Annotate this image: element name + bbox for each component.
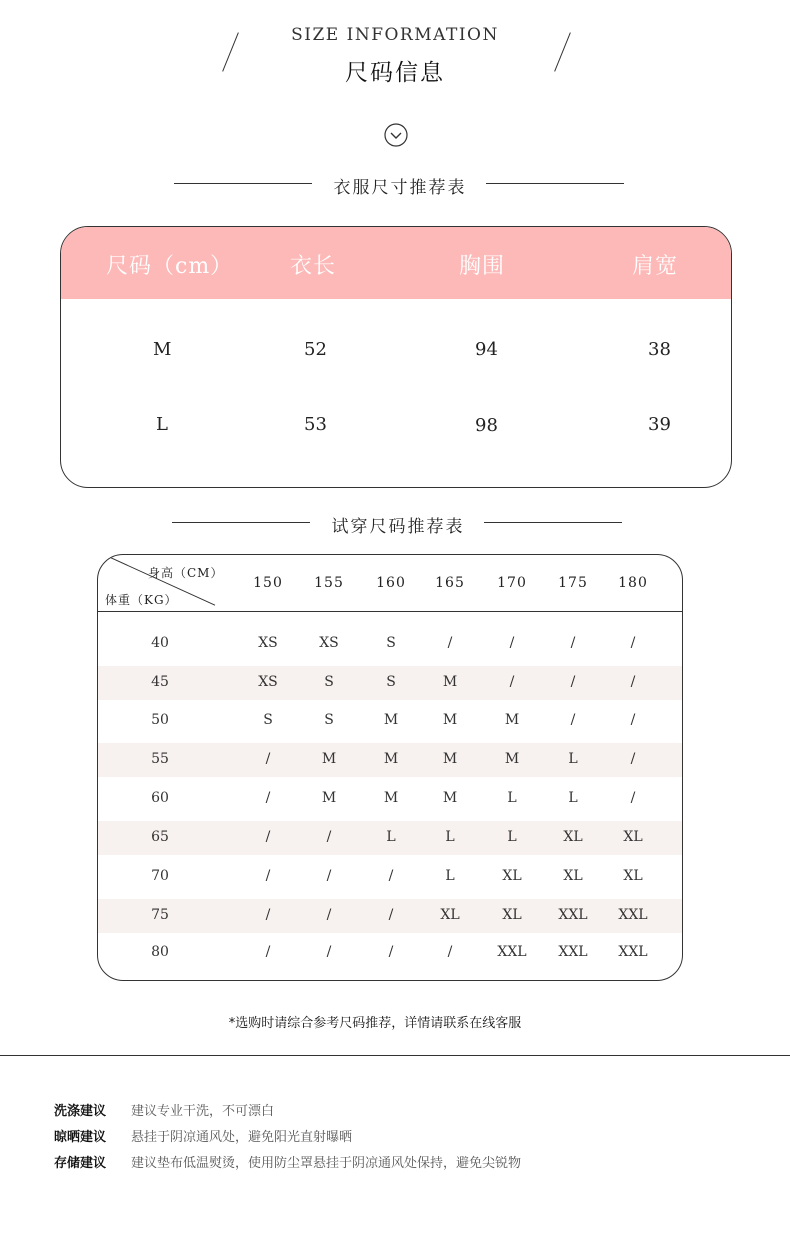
height-header: 160	[376, 575, 406, 591]
recommend-note: *选购时请综合参考尺码推荐，详情请联系在线客服	[228, 1016, 522, 1031]
size-cell: /	[265, 829, 271, 845]
care-label: 洗涤建议	[54, 1104, 107, 1119]
care-text: 悬挂于阴凉通风处，避免阳光直射曝晒	[131, 1130, 353, 1145]
corner-label-height: 身高（CM）	[148, 566, 224, 580]
height-header: 150	[253, 575, 283, 591]
size-table-header	[61, 227, 731, 299]
weight-cell: 50	[151, 712, 169, 728]
height-header: 165	[435, 575, 465, 591]
size-cell: L	[568, 790, 578, 806]
table-cell: L	[156, 414, 168, 435]
size-cell: /	[630, 790, 636, 806]
size-cell: S	[386, 674, 396, 690]
size-cell: /	[388, 907, 394, 923]
care-label: 晾晒建议	[54, 1130, 107, 1145]
care-row-wash	[54, 1100, 274, 1119]
size-cell: XL	[502, 868, 522, 884]
size-cell: /	[265, 868, 271, 884]
size-cell: M	[442, 751, 458, 767]
weight-cell: 70	[151, 868, 169, 884]
size-cell: /	[447, 635, 453, 651]
size-cell: L	[386, 829, 396, 845]
size-cell: /	[388, 868, 394, 884]
weight-cell: 75	[151, 907, 169, 923]
size-cell: XS	[319, 635, 339, 651]
size-cell: /	[630, 674, 636, 690]
size-cell: /	[630, 751, 636, 767]
size-cell: XXL	[497, 944, 527, 960]
divider-line	[172, 522, 310, 523]
size-cell: /	[570, 712, 576, 728]
size-cell: /	[509, 674, 515, 690]
fit-table	[97, 554, 683, 981]
size-cell: /	[630, 635, 636, 651]
chevron-down-circle-icon	[384, 123, 408, 147]
height-header: 155	[314, 575, 344, 591]
care-text: 建议专业干洗，不可漂白	[131, 1104, 275, 1119]
size-cell: XXL	[558, 907, 588, 923]
corner-label-weight: 体重（KG）	[105, 593, 178, 607]
size-cell: M	[383, 790, 399, 806]
care-row-store	[54, 1152, 521, 1171]
weight-cell: 65	[151, 829, 169, 845]
weight-cell: 60	[151, 790, 169, 806]
size-cell: S	[324, 712, 334, 728]
size-cell: M	[383, 751, 399, 767]
size-table	[60, 226, 732, 488]
size-cell: /	[570, 674, 576, 690]
size-cell: L	[507, 790, 517, 806]
size-cell: /	[326, 944, 332, 960]
size-cell: M	[383, 712, 399, 728]
table-cell: 39	[648, 414, 671, 435]
size-cell: XXL	[618, 944, 648, 960]
table-cell: 94	[475, 339, 498, 360]
size-cell: /	[265, 790, 271, 806]
size-cell: M	[321, 751, 337, 767]
care-label: 存储建议	[54, 1156, 107, 1171]
size-cell: S	[324, 674, 334, 690]
size-cell: XXL	[558, 944, 588, 960]
size-cell: XL	[502, 907, 522, 923]
table-cell: 53	[304, 414, 327, 435]
size-cell: /	[509, 635, 515, 651]
section-separator	[0, 1055, 790, 1056]
size-cell: XL	[440, 907, 460, 923]
weight-cell: 40	[151, 635, 169, 651]
weight-cell: 55	[151, 751, 169, 767]
size-cell: M	[504, 712, 520, 728]
table-cell: 52	[304, 339, 327, 360]
fit-table-title: 试穿尺码推荐表	[331, 517, 465, 537]
size-cell: /	[265, 751, 271, 767]
size-cell: XL	[623, 829, 643, 845]
size-cell: XXL	[618, 907, 648, 923]
size-cell: /	[265, 944, 271, 960]
table-cell: 38	[648, 339, 671, 360]
column-header: 肩宽	[632, 254, 679, 279]
size-cell: /	[630, 712, 636, 728]
height-header: 170	[497, 575, 527, 591]
size-cell: XL	[623, 868, 643, 884]
table-cell: M	[153, 339, 172, 360]
size-cell: L	[445, 868, 455, 884]
care-text: 建议垫布低温熨烫，使用防尘罩悬挂于阴凉通风处保持，避免尖锐物	[131, 1156, 522, 1171]
divider-line	[484, 522, 622, 523]
size-cell: XS	[258, 635, 278, 651]
size-cell: M	[442, 712, 458, 728]
size-cell: /	[388, 944, 394, 960]
size-cell: S	[386, 635, 396, 651]
size-cell: L	[568, 751, 578, 767]
size-cell: L	[507, 829, 517, 845]
column-header: 尺码（cm）	[106, 254, 234, 279]
header-divider	[98, 611, 682, 612]
size-cell: M	[321, 790, 337, 806]
divider-line	[486, 183, 624, 184]
size-cell: /	[570, 635, 576, 651]
height-header: 175	[558, 575, 588, 591]
divider-line	[174, 183, 312, 184]
height-header: 180	[618, 575, 648, 591]
page-title-cn: 尺码信息	[345, 60, 445, 86]
size-cell: L	[445, 829, 455, 845]
page-title-en: SIZE INFORMATION	[291, 25, 499, 45]
size-cell: M	[442, 674, 458, 690]
weight-cell: 80	[151, 944, 169, 960]
size-cell: S	[263, 712, 273, 728]
care-row-dry	[54, 1126, 352, 1145]
size-cell: /	[265, 907, 271, 923]
size-table-title: 衣服尺寸推荐表	[333, 178, 467, 198]
size-cell: /	[447, 944, 453, 960]
size-cell: XL	[563, 829, 583, 845]
size-cell: /	[326, 868, 332, 884]
size-cell: M	[504, 751, 520, 767]
size-cell: XL	[563, 868, 583, 884]
size-cell: M	[442, 790, 458, 806]
column-header: 衣长	[290, 254, 337, 279]
size-cell: /	[326, 907, 332, 923]
column-header: 胸围	[459, 254, 506, 279]
size-cell: XS	[258, 674, 278, 690]
size-cell: /	[326, 829, 332, 845]
table-cell: 98	[475, 415, 498, 436]
weight-cell: 45	[151, 674, 169, 690]
